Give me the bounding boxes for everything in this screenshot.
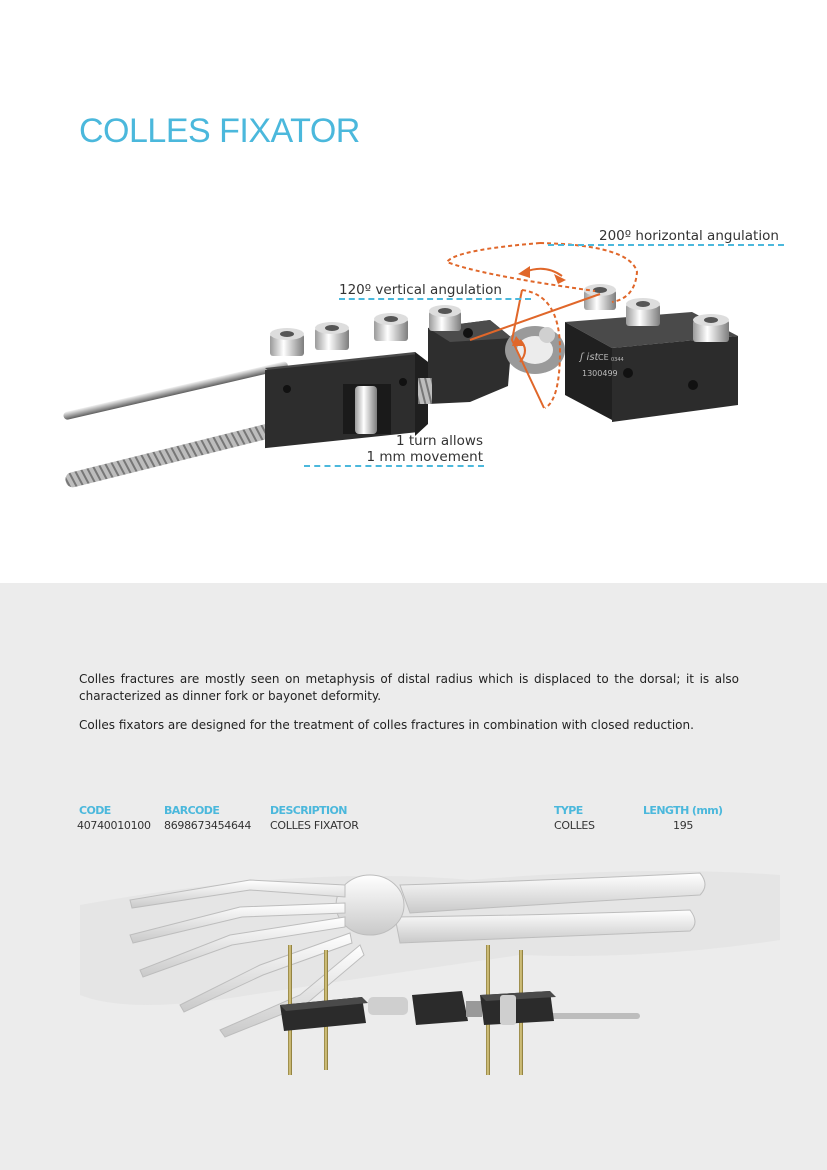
- page-title: COLLES FIXATOR: [79, 112, 360, 150]
- cell-description: COLLES FIXATOR: [270, 819, 359, 832]
- brand-mark: ʃ ist: [580, 352, 599, 363]
- header-length: LENGTH (mm): [643, 804, 723, 817]
- cell-type: COLLES: [554, 819, 595, 832]
- cell-length: 195: [673, 819, 694, 832]
- horizontal-angulation-underline: [548, 244, 784, 246]
- locking-bolts-left: [270, 313, 408, 356]
- middle-block: [418, 305, 512, 404]
- horizontal-angulation-label: 200º horizontal angulation: [599, 228, 779, 244]
- right-clamp-block: [565, 284, 738, 422]
- vertical-angulation-label: 120º vertical angulation: [339, 282, 502, 298]
- turn-movement-label-line1: 1 turn allows: [396, 433, 483, 449]
- turn-movement-label-line2: 1 mm movement: [366, 449, 483, 465]
- ce-mark: CE: [598, 353, 609, 362]
- cell-barcode: 8698673454644: [164, 819, 252, 832]
- header-description: DESCRIPTION: [270, 804, 347, 817]
- cell-code: 40740010100: [77, 819, 151, 832]
- turn-movement-underline: [304, 465, 484, 467]
- carpal-bones: [336, 875, 404, 935]
- header-type: TYPE: [554, 804, 583, 817]
- ce-number: 0344: [611, 357, 624, 363]
- wrist-skeleton-illustration: [0, 845, 827, 1095]
- smooth-rod: [63, 361, 289, 421]
- description-paragraph-1: Colles fractures are mostly seen on metaphysis of distal radius which is displaced to the dorsal; it is also characterized as dinner fork or bayonet deformity.: [79, 672, 739, 703]
- header-code: CODE: [79, 804, 111, 817]
- header-barcode: BARCODE: [164, 804, 220, 817]
- threaded-rod: [64, 419, 291, 489]
- vertical-angulation-underline: [339, 298, 531, 300]
- serial-number: 1300499: [582, 369, 618, 378]
- description-paragraph-2: Colles fixators are designed for the treatment of colles fractures in combination with closed reduction.: [79, 718, 694, 732]
- mounted-fixator: [280, 991, 640, 1031]
